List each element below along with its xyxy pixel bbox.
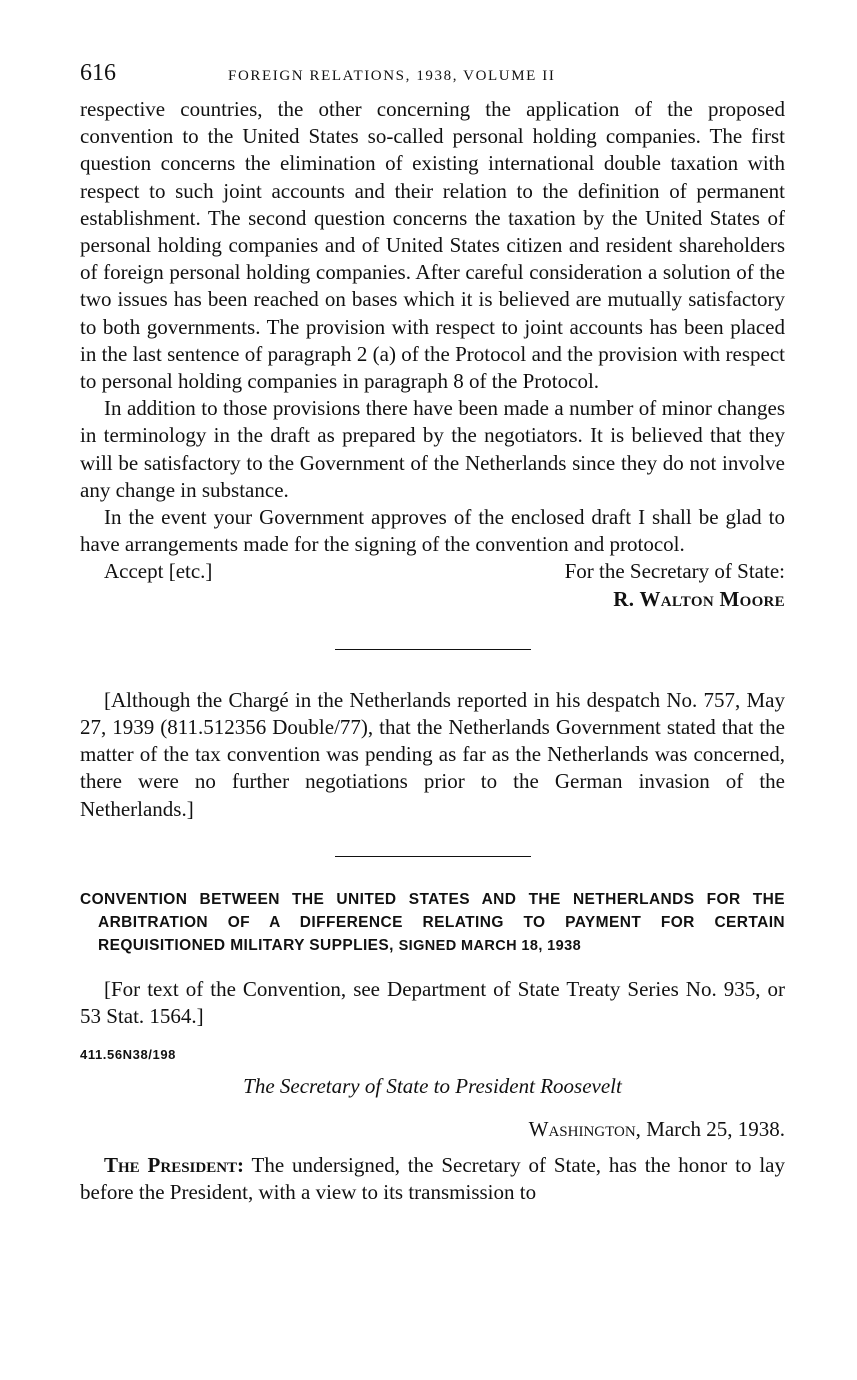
editorial-note: [Although the Chargé in the Netherlands reported in his despatch No. 757, May 27, 1939 (811.512356 Double/77), that the Netherlands Government stated that the matter of the tax convention was pending as far as the Netherlands was concerned, there were no further negotiations prior to the German invasion of the Netherlands.] [80,687,785,821]
letter-paragraph: In the event your Government approves of the enclosed draft I shall be glad to have arrangements made for the signing of the convention and protocol. [80,505,785,557]
section-heading [80,888,785,958]
document-title: The Secretary of State to President Roosevelt [243,1074,622,1099]
signature-block [80,586,785,613]
opening-text: The undersigned, the Secretary of State, has the honor to lay before the President, with a view to its transmission to [80,1153,785,1205]
treaty-reference: [For text of the Convention, see Department of State Treaty Series No. 935, or 53 Stat. 1564.] [80,976,785,1029]
running-head [80,60,785,96]
signature-line: For the Secretary of State: [564,559,785,584]
letter-paragraph: respective countries, the other concerning the application of the proposed convention to the United States so-called personal holding companies. The first question concerns the elimination of existing international double taxation with respect to such joint accounts and their relation to the definition of permanent establishment. The second question concerns the taxation by the United States of personal holding companies and of United States citizen and resident shareholders of foreign personal holding companies. After careful consideration a solution of the two issues has been reached on bases which it is believed are mutually satisfactory to both governments. The provision with respect to joint accounts has been placed in the last sentence of paragraph 2 (a) of the Protocol and the provision with respect to personal holding companies in paragraph 8 of the Protocol. [80,97,785,394]
letter-closing [80,558,785,585]
salutation: The President: [104,1153,245,1178]
section-heading-title: CONVENTION BETWEEN THE UNITED STATES AND THE NETHERLANDS FOR THE ARBITRATION OF A DIFFERENCE RELATING TO PAYMENT FOR CERTAIN REQUISITIONED MILITARY SUPPLIES, [80,890,785,954]
running-title: FOREIGN RELATIONS, 1938, VOLUME II [228,68,556,84]
dateline-date: March 25, 1938. [646,1117,785,1142]
dateline [80,1117,785,1142]
signature-name: R. Walton Moore [613,586,785,611]
opening-paragraph [80,1152,785,1206]
file-number: 411.56N38/198 [80,1047,176,1063]
letter-body [80,96,785,613]
document-page [80,60,785,1207]
section-divider [335,856,531,857]
letter-paragraph: In addition to those provisions there have been made a number of minor changes in terminology in the draft as prepared by the negotiators. It is believed that they will be satisfactory to the Government of the Netherlands since they do not involve any change in substance. [80,396,785,502]
section-heading-date: SIGNED MARCH 18, 1938 [398,937,582,954]
dateline-place: Washington, [528,1117,641,1142]
section-divider [335,649,531,650]
complimentary-close: Accept [etc.] [104,559,213,584]
page-number: 616 [80,60,116,86]
